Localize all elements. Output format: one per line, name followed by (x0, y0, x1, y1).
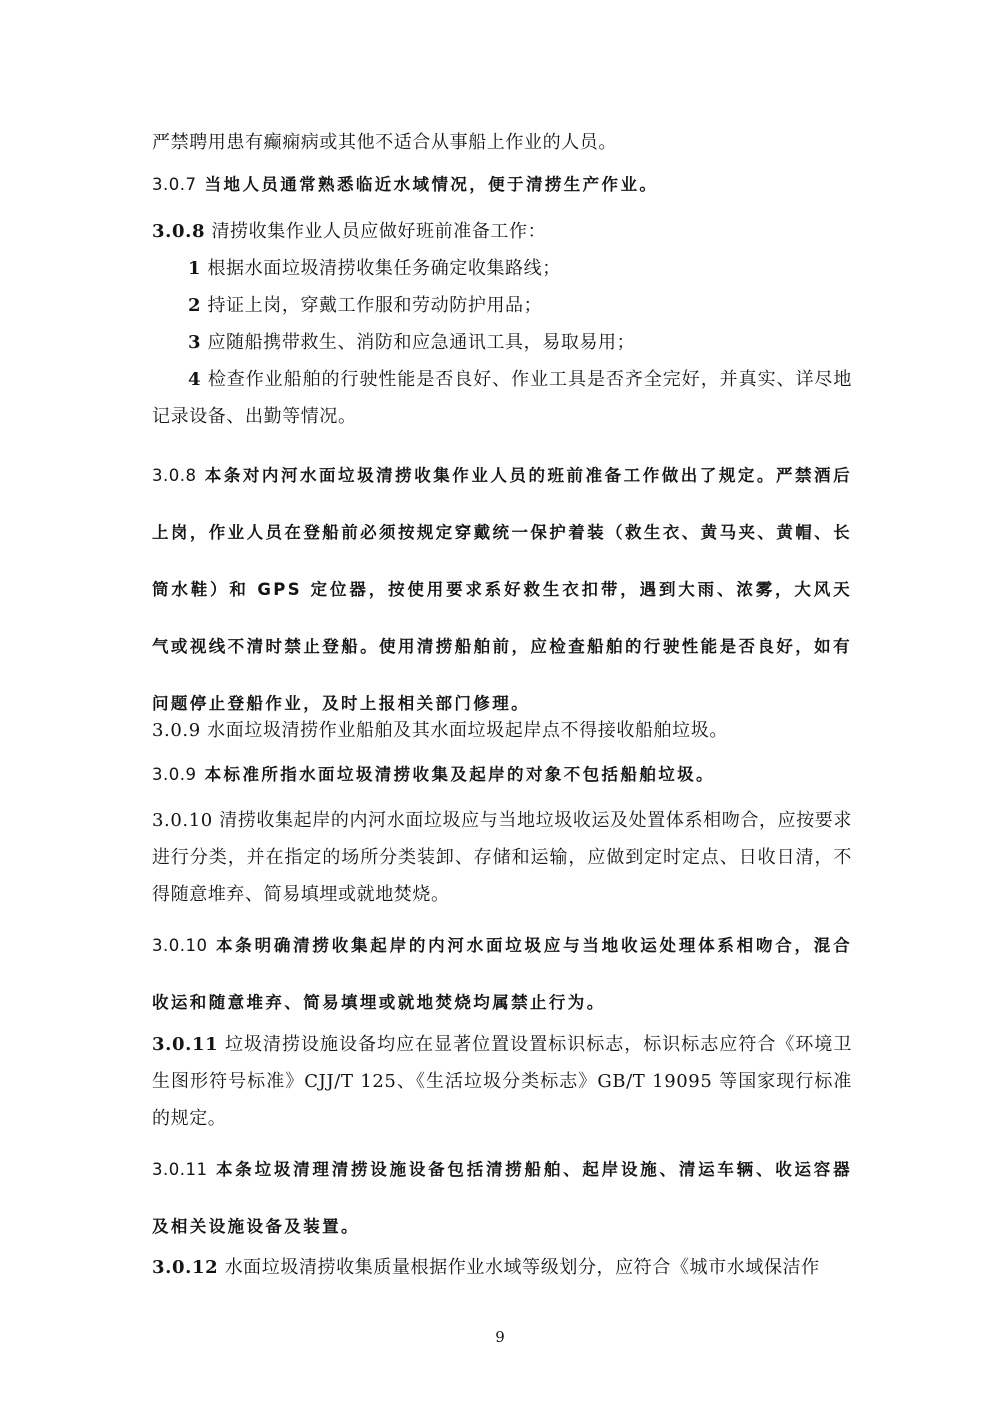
list-item (152, 361, 852, 435)
item-text: 应随船携带救生、消防和应急通讯工具，易取易用； (207, 332, 636, 353)
clause-text (152, 802, 852, 913)
clause-number: 3.0.8 (152, 221, 206, 242)
commentary-text (152, 756, 852, 793)
item-number: 3 (188, 332, 202, 353)
item-number: 4 (188, 369, 202, 390)
list-item (152, 287, 852, 324)
list-item (152, 250, 852, 287)
clause-text (152, 712, 852, 749)
clause-number: 3.0.10 (152, 936, 208, 955)
item-text: 根据水面垃圾清捞收集任务确定收集路线； (207, 258, 561, 279)
clause-number: 3.0.9 (152, 765, 197, 784)
commentary-body: 本条对内河水面垃圾清捞收集作业人员的班前准备工作做出了规定。严禁酒后上岗，作业人员在登船前必须按规定穿戴统一保护着装（救生衣、黄马夹、黄帽、长筒水鞋）和 GPS 定位器，按使用要求系好救生衣扣带，遇到大雨、浓雾，大风天气或视线不清时禁止登船。使用清捞船舶前，应检查船舶的行驶性能是否良好，如有问题停止登船作业，及时上报相关部门修理。 (152, 466, 852, 713)
clause-number: 3.0.11 (152, 1034, 219, 1055)
item-text: 持证上岗，穿戴工作服和劳动防护用品； (207, 295, 543, 316)
item-number: 2 (188, 295, 202, 316)
list-item (152, 324, 852, 361)
commentary-text (152, 1141, 852, 1255)
commentary-3-0-7 (152, 166, 852, 203)
clause-3-0-9 (152, 712, 852, 749)
commentary-3-0-9 (152, 756, 852, 793)
clause-number: 3.0.12 (152, 1257, 219, 1278)
page-number: 9 (495, 1328, 505, 1346)
clause-number: 3.0.7 (152, 175, 197, 194)
commentary-body: 本条垃圾清理清捞设施设备包括清捞船舶、起岸设施、清运车辆、收运容器及相关设施设备及装置。 (152, 1160, 852, 1236)
commentary-3-0-8 (152, 447, 852, 732)
body-text: 严禁聘用患有癫痫病或其他不适合从事船上作业的人员。 (152, 132, 617, 153)
commentary-body: 当地人员通常熟悉临近水域情况，便于清捞生产作业。 (204, 175, 659, 194)
clause-3-0-11 (152, 1026, 852, 1137)
clause-number: 3.0.9 (152, 720, 201, 741)
commentary-3-0-10 (152, 917, 852, 1031)
clause-number: 3.0.11 (152, 1160, 208, 1179)
clause-text (152, 1249, 852, 1286)
clause-3-0-8 (152, 213, 852, 435)
commentary-text (152, 917, 852, 1031)
clause-body: 水面垃圾清捞收集质量根据作业水域等级划分，应符合《城市水域保洁作 (224, 1257, 820, 1278)
clause-text (152, 213, 852, 250)
clause-3-0-10 (152, 802, 852, 913)
commentary-3-0-11 (152, 1141, 852, 1255)
item-number: 1 (188, 258, 202, 279)
clause-body: 清捞收集作业人员应做好班前准备工作： (211, 221, 547, 242)
clause-3-0-12 (152, 1249, 852, 1286)
commentary-text (152, 166, 852, 203)
clause-text (152, 1026, 852, 1137)
paragraph-continuation (152, 124, 852, 161)
clause-body: 清捞收集起岸的内河水面垃圾应与当地垃圾收运及处置体系相吻合，应按要求进行分类，并在指定的场所分类装卸、存储和运输，应做到定时定点、日收日清，不得随意堆弃、简易填埋或就地焚烧。 (152, 810, 852, 905)
item-text: 检查作业船舶的行驶性能是否良好、作业工具是否齐全完好，并真实、详尽地记录设备、出勤等情况。 (152, 369, 852, 427)
commentary-body: 本条明确清捞收集起岸的内河水面垃圾应与当地收运处理体系相吻合，混合收运和随意堆弃、简易填埋或就地焚烧均属禁止行为。 (152, 936, 852, 1012)
commentary-text (152, 447, 852, 732)
clause-number: 3.0.10 (152, 810, 213, 831)
commentary-body: 本标准所指水面垃圾清捞收集及起岸的对象不包括船舶垃圾。 (204, 765, 715, 784)
clause-number: 3.0.8 (152, 466, 197, 485)
clause-body: 水面垃圾清捞作业船舶及其水面垃圾起岸点不得接收船舶垃圾。 (207, 720, 728, 741)
clause-body: 垃圾清捞设施设备均应在显著位置设置标识标志，标识标志应符合《环境卫生图形符号标准》CJJ/T 125、《生活垃圾分类标志》GB/T 19095 等国家现行标准的规定。 (152, 1034, 853, 1129)
